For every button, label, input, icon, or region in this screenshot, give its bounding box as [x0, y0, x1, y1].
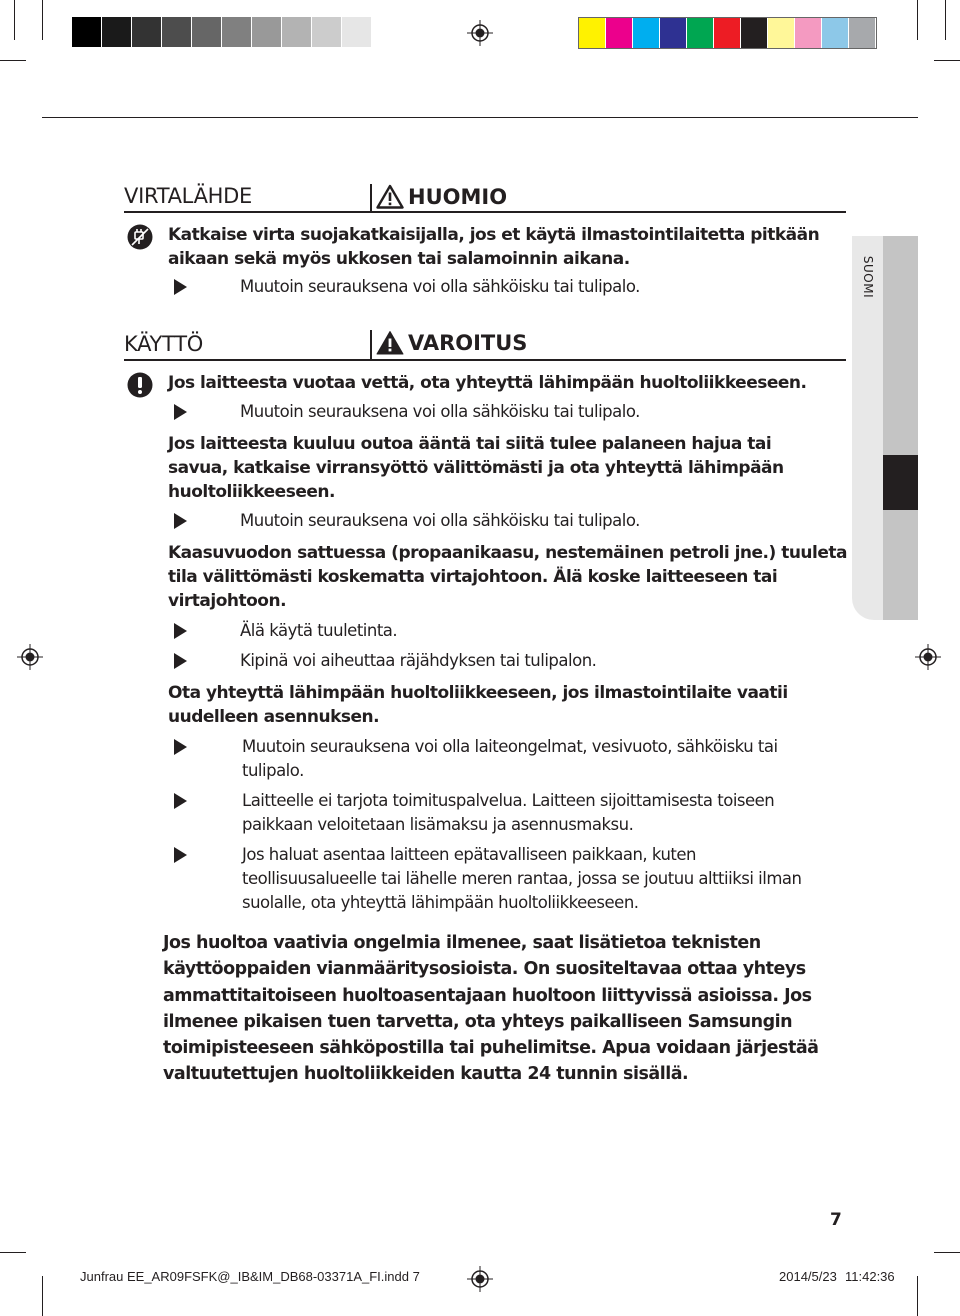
header-rule: [42, 117, 918, 118]
crop-mark: [945, 0, 946, 40]
calibration-swatch: [606, 18, 633, 48]
warning-item-4-line-1: Ota yhteyttä lähimpään huoltoliikkeeseen, jos ilmastointilaite vaatii: [168, 683, 788, 703]
warning-item-2-consequence: Muutoin seurauksena voi olla sähköisku tai tulipalo.: [240, 511, 640, 530]
warning-title: [376, 330, 527, 355]
language-label: SUOMI: [861, 255, 875, 299]
warning-item-3-line-3: virtajohtoon.: [168, 591, 287, 611]
warning-item-1-line-1: Jos laitteesta vuotaa vettä, ota yhteyttä lähimpään huoltoliikkeeseen.: [168, 373, 807, 393]
caution-label: HUOMIO: [408, 184, 508, 209]
warning-item-4-consequence-3-line-3: suolalle, ota yhteyttä lähimpään huoltoliikkeeseen.: [242, 893, 639, 912]
side-tab-marker: [883, 455, 918, 510]
warning-item-3-consequence-2: Kipinä voi aiheuttaa räjähdyksen tai tulipalon.: [240, 651, 597, 670]
power-instruction-line-1: Katkaise virta suojakatkaisijalla, jos et käytä ilmastointilaitetta pitkään: [168, 225, 820, 245]
registration-mark-icon: [915, 644, 941, 670]
warning-item-4-consequence-3-line-1: Jos haluat asentaa laitteen epätavalliseen paikkaan, kuten: [242, 845, 697, 864]
warning-item-3-line-1: Kaasuvuodon sattuessa (propaanikaasu, nestemäinen petroli jne.) tuuleta: [168, 543, 847, 563]
registration-mark-icon: [467, 1266, 493, 1292]
bullet-arrow-icon: [174, 739, 187, 755]
calibration-swatch: [795, 18, 822, 48]
footer-file-name: Junfrau EE_AR09FSFK@_IB&IM_DB68-03371A_FI.indd 7: [80, 1269, 420, 1284]
crop-mark: [0, 60, 26, 61]
calibration-swatch: [252, 17, 282, 47]
calibration-swatch: [192, 17, 222, 47]
grayscale-calibration-bar: [72, 17, 402, 47]
section-heading-power: VIRTALÄHDE: [124, 184, 252, 208]
calibration-swatch: [849, 18, 876, 48]
section-heading-operation: KÄYTTÖ: [124, 332, 203, 356]
caution-title: [376, 184, 507, 209]
calibration-swatch: [132, 17, 162, 47]
heading-separator: [370, 184, 372, 212]
registration-mark-icon: [17, 644, 43, 670]
warning-item-4-consequence-3-line-2: teollisuusalueelle tai lähelle meren rantaa, jossa se joutuu alttiiksi ilman: [242, 869, 802, 888]
bullet-arrow-icon: [174, 404, 187, 420]
warning-label: VAROITUS: [408, 330, 528, 355]
color-calibration-bar: [578, 17, 877, 49]
section-rule: [124, 211, 846, 213]
caution-triangle-icon: [376, 184, 404, 209]
exclamation-icon: [127, 372, 153, 398]
service-paragraph-line: Jos huoltoa vaativia ongelmia ilmenee, saat lisätietoa teknisten: [163, 933, 761, 953]
bullet-arrow-icon: [174, 279, 187, 295]
service-paragraph: [163, 930, 823, 1088]
bullet-arrow-icon: [174, 793, 187, 809]
heading-separator: [370, 330, 372, 360]
crop-mark: [0, 1252, 26, 1253]
footer-time: 11:42:36: [845, 1269, 895, 1284]
warning-item-4-line-2: uudelleen asennuksen.: [168, 707, 380, 727]
warning-item-1-consequence: Muutoin seurauksena voi olla sähköisku tai tulipalo.: [240, 402, 640, 421]
service-paragraph-line: ammattitaitoiseen huoltoasentajaan huoltoon liittyvissä asioissa. Jos: [163, 985, 812, 1006]
footer-date: 2014/5/23: [779, 1269, 837, 1284]
calibration-swatch: [102, 17, 132, 47]
page-number: 7: [830, 1210, 842, 1230]
bullet-arrow-icon: [174, 623, 187, 639]
calibration-swatch: [714, 18, 741, 48]
service-paragraph-line: käyttöoppaiden vianmääritysosioista. On suositeltavaa ottaa yhteys: [163, 959, 806, 980]
crop-mark: [934, 1252, 960, 1253]
warning-item-4-consequence-1-line-2: tulipalo.: [242, 761, 304, 780]
bullet-arrow-icon: [174, 847, 187, 863]
crop-mark: [42, 0, 43, 40]
service-paragraph-line: ilmenee pikaisen tuen tarvetta, ota yhteys paikalliseen Samsungin: [163, 1011, 793, 1032]
warning-item-2-line-1: Jos laitteesta kuuluu outoa ääntä tai siitä tulee palaneen hajua tai: [168, 434, 772, 454]
side-tab-label: [853, 257, 883, 297]
calibration-swatch: [633, 18, 660, 48]
crop-mark: [42, 1276, 43, 1316]
calibration-swatch: [822, 18, 849, 48]
calibration-swatch: [660, 18, 687, 48]
calibration-swatch: [312, 17, 342, 47]
warning-item-3-consequence-1: Älä käytä tuuletinta.: [240, 621, 398, 640]
crop-mark: [917, 0, 918, 40]
calibration-swatch: [741, 18, 768, 48]
warning-item-2-line-2: savua, katkaise virransyöttö välittömästi ja ota yhteyttä lähimpään: [168, 458, 784, 478]
calibration-swatch: [72, 17, 102, 47]
calibration-swatch: [342, 17, 372, 47]
section-rule: [124, 359, 846, 361]
calibration-swatch: [768, 18, 795, 48]
power-consequence: Muutoin seurauksena voi olla sähköisku tai tulipalo.: [240, 277, 640, 296]
calibration-swatch: [282, 17, 312, 47]
calibration-swatch: [687, 18, 714, 48]
crop-mark: [14, 0, 15, 40]
bullet-arrow-icon: [174, 653, 187, 669]
power-instruction-line-2: aikaan sekä myös ukkosen tai salamoinnin aikana.: [168, 249, 630, 269]
service-paragraph-line: toimipisteeseen sähköpostilla tai puhelimitse. Apua voidaan järjestää: [163, 1038, 819, 1059]
bullet-arrow-icon: [174, 513, 187, 529]
registration-mark-icon: [467, 20, 493, 46]
calibration-swatch: [372, 17, 402, 47]
crop-mark: [917, 1276, 918, 1316]
calibration-swatch: [222, 17, 252, 47]
warning-item-4-consequence-1-line-1: Muutoin seurauksena voi olla laiteongelmat, vesivuoto, sähköisku tai: [242, 737, 778, 756]
crop-mark: [934, 60, 960, 61]
warning-item-4-consequence-2-line-2: paikkaan veloitetaan lisämaksu ja asennusmaksu.: [242, 815, 634, 834]
side-tab-strip: [883, 236, 918, 620]
warning-triangle-icon: [376, 330, 404, 355]
calibration-swatch: [579, 18, 606, 48]
service-paragraph-line: valtuutettujen huoltoliikkeiden kautta 24 tunnin sisällä.: [163, 1064, 689, 1085]
unplug-icon: [127, 224, 153, 250]
calibration-swatch: [162, 17, 192, 47]
warning-item-3-line-2: tila välittömästi koskematta virtajohtoon. Älä koske laitteeseen tai: [168, 567, 778, 587]
warning-item-4-consequence-2-line-1: Laitteelle ei tarjota toimituspalvelua. Laitteen sijoittamisesta toiseen: [242, 791, 775, 810]
warning-item-2-line-3: huoltoliikkeeseen.: [168, 482, 335, 502]
